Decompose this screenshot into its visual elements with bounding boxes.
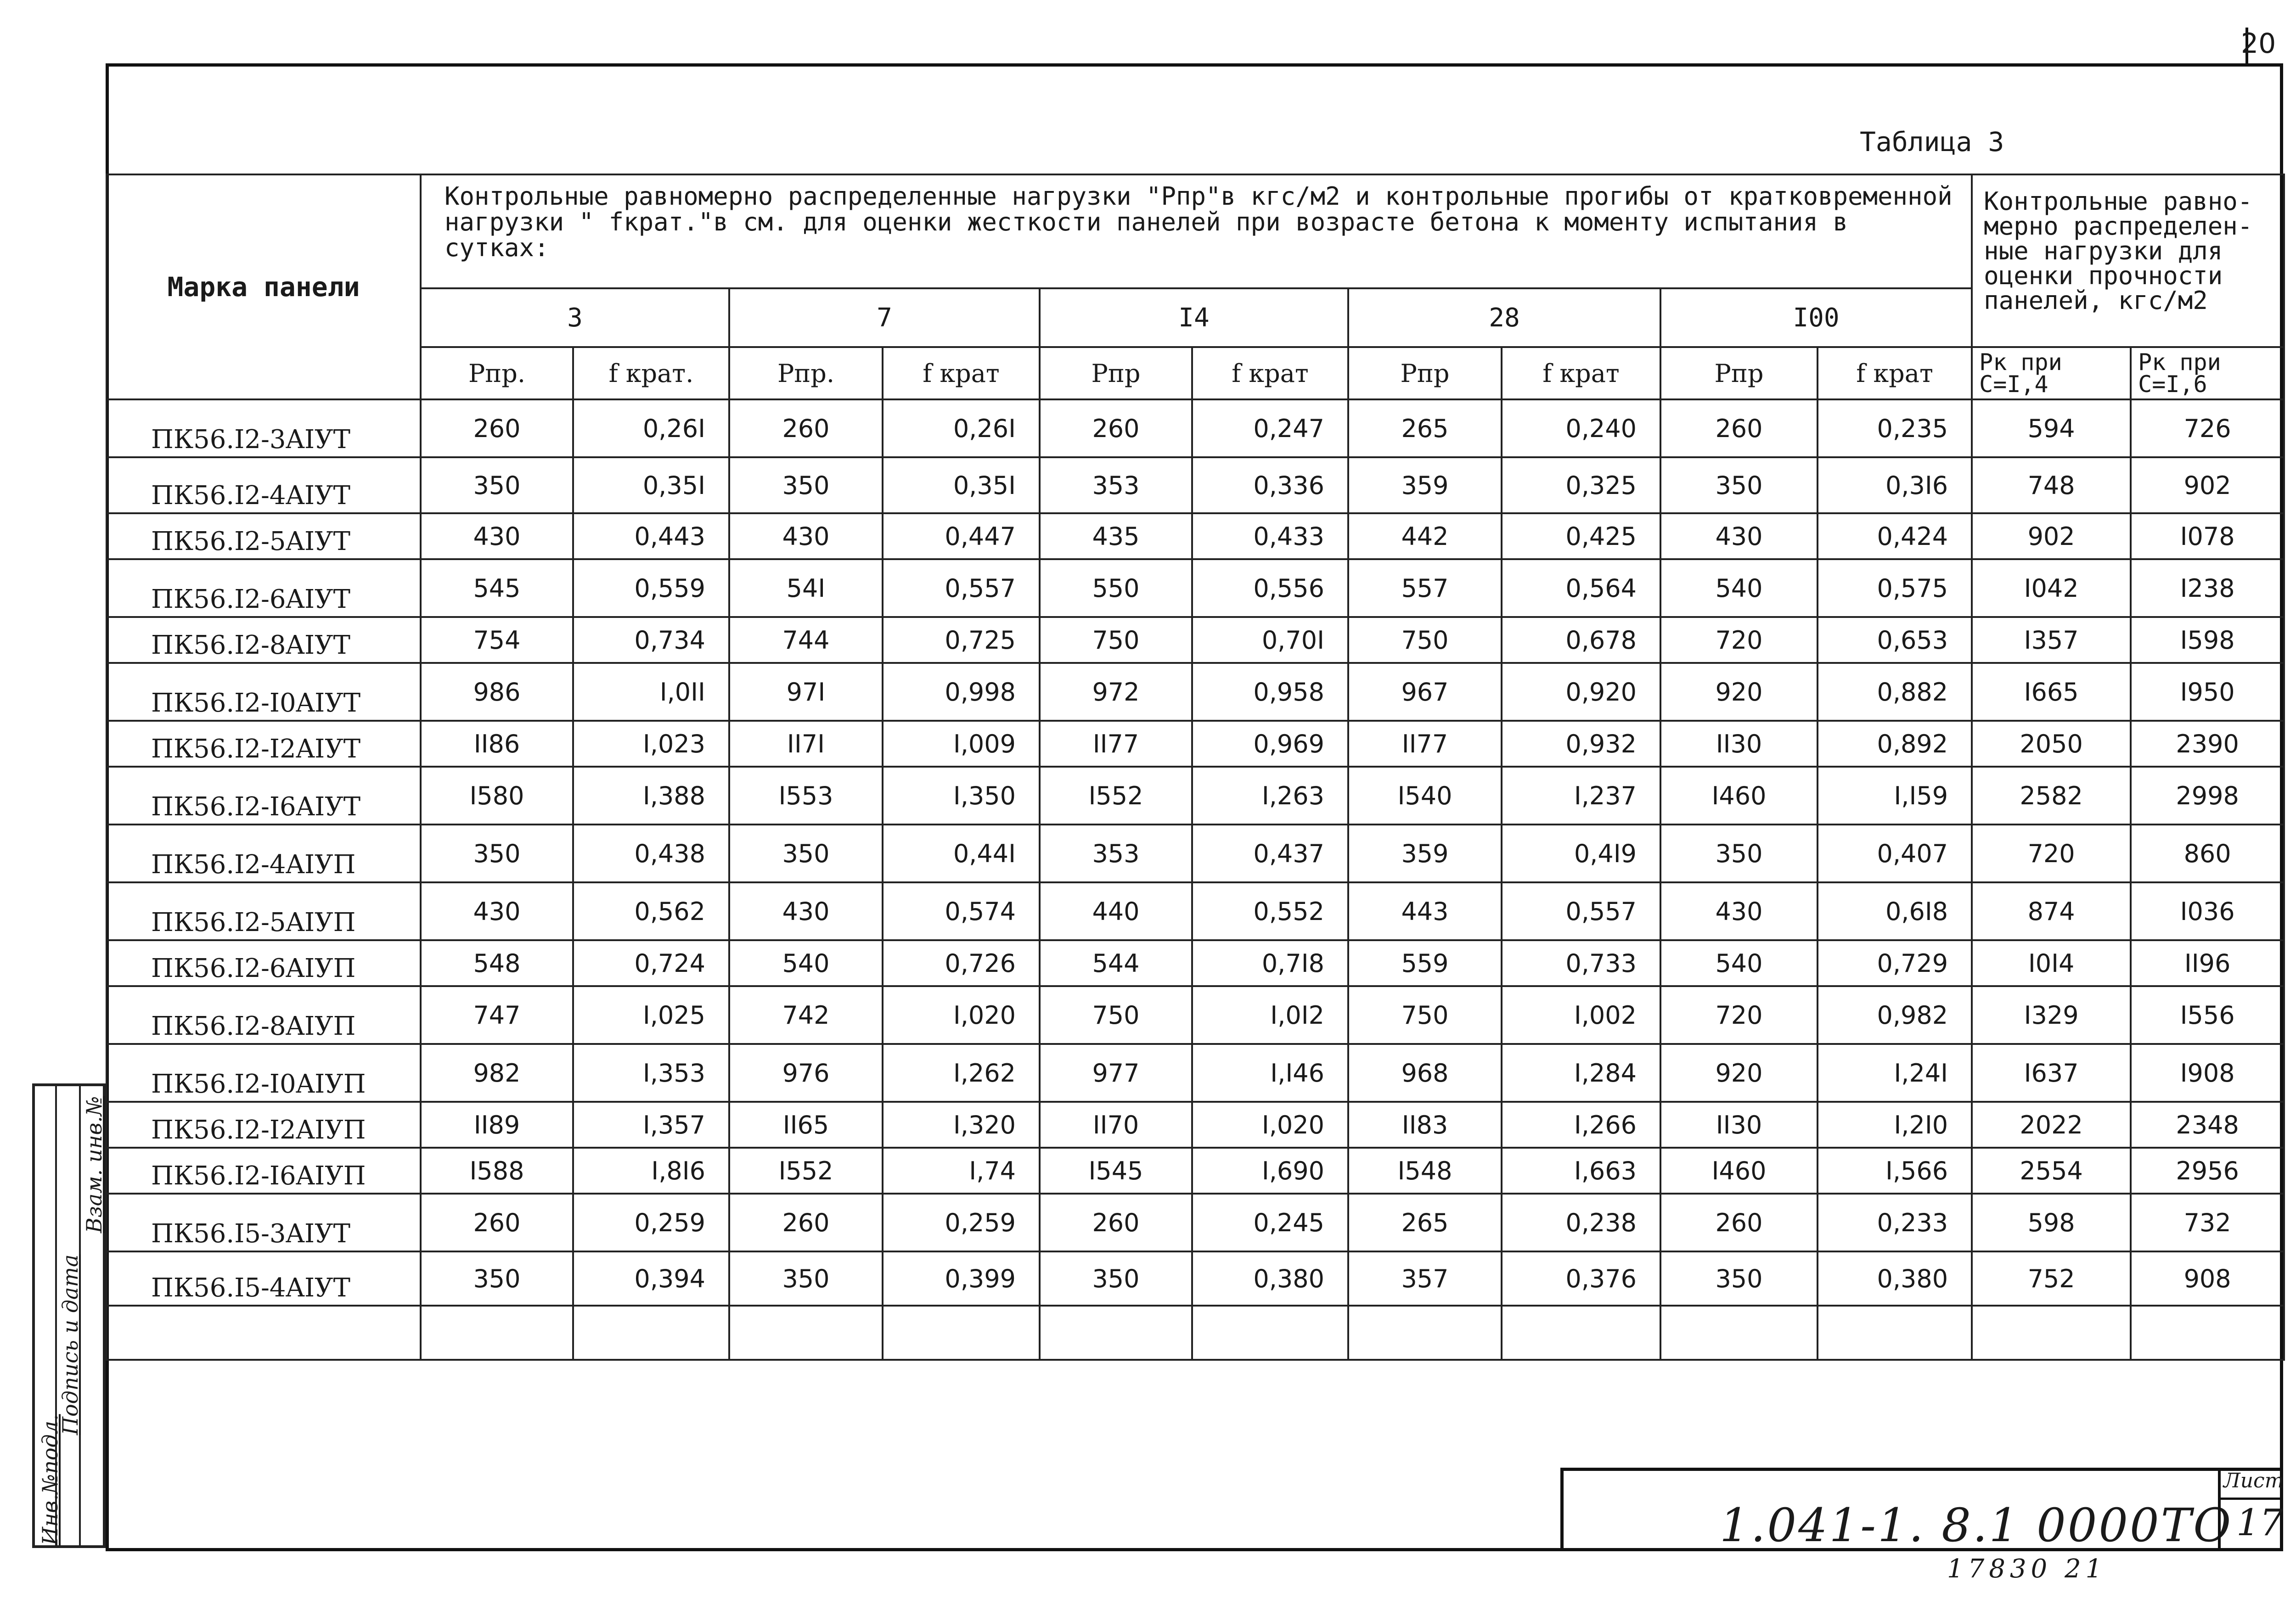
deflection-cell: 0,559 <box>573 559 729 617</box>
load-cell: 982 <box>421 1044 573 1102</box>
deflection-cell: 0,245 <box>1192 1194 1348 1251</box>
load-cell: 986 <box>421 663 573 721</box>
deflection-cell: 0,380 <box>1192 1251 1348 1306</box>
load-cell: 920 <box>1660 1044 1818 1102</box>
load-cell: I588 <box>421 1148 573 1194</box>
deflection-cell: 0,678 <box>1502 617 1660 663</box>
load-cell: 54I <box>729 559 883 617</box>
strength-load-cell: I950 <box>2131 663 2284 721</box>
load-cell: 353 <box>1040 825 1192 882</box>
sheet-number: 17 <box>2236 1501 2283 1544</box>
deflection-cell: I,020 <box>1192 1102 1348 1148</box>
deflection-cell: 0,325 <box>1502 457 1660 513</box>
panel-mark: ПК56.I2-I2AIУТ <box>107 721 421 767</box>
deflection-cell: I,320 <box>883 1102 1040 1148</box>
table-row <box>107 1251 2284 1306</box>
load-cell: II30 <box>1660 721 1818 767</box>
load-cell: I545 <box>1040 1148 1192 1194</box>
strength-load-cell: 2050 <box>1972 721 2131 767</box>
deflection-cell: 0,35I <box>573 457 729 513</box>
deflection-cell: 0,575 <box>1818 559 1972 617</box>
load-cell: 350 <box>1660 457 1818 513</box>
load-cell: 350 <box>421 1251 573 1306</box>
load-cell: 972 <box>1040 663 1192 721</box>
strength-load-cell: I637 <box>1972 1044 2131 1102</box>
table-header <box>107 174 2284 399</box>
deflection-cell: I,663 <box>1502 1148 1660 1194</box>
load-cell: 747 <box>421 986 573 1044</box>
load-cell: II89 <box>421 1102 573 1148</box>
strength-load-cell: 598 <box>1972 1194 2131 1251</box>
deflection-cell: 0,399 <box>883 1251 1040 1306</box>
data-table <box>106 174 2285 1361</box>
deflection-cell: 0,920 <box>1502 663 1660 721</box>
strength-load-cell: 2390 <box>2131 721 2284 767</box>
header-mark: Марка панели <box>107 174 421 399</box>
stamp-number: 17830 21 <box>1947 1554 2107 1584</box>
deflection-cell: 0,380 <box>1818 1251 1972 1306</box>
deflection-cell: 0,259 <box>573 1194 729 1251</box>
strength-load-cell: 902 <box>1972 513 2131 559</box>
side-label-replace: Взам. инв.№ <box>82 1096 107 1233</box>
side-label-inventory: Инв.№подл. <box>38 1414 62 1545</box>
side-stamp <box>32 1083 106 1548</box>
table-row <box>107 825 2284 882</box>
deflection-cell: 0,35I <box>883 457 1040 513</box>
load-cell: I552 <box>729 1148 883 1194</box>
strength-load-cell: 2554 <box>1972 1148 2131 1194</box>
empty-row <box>107 1306 2284 1360</box>
load-cell: 544 <box>1040 940 1192 986</box>
load-cell: 430 <box>1660 882 1818 940</box>
deflection-cell: 0,724 <box>573 940 729 986</box>
strength-load-cell: I042 <box>1972 559 2131 617</box>
title-block <box>1560 1468 2283 1552</box>
load-cell: 260 <box>1040 399 1192 457</box>
load-cell: 430 <box>729 882 883 940</box>
table-row <box>107 721 2284 767</box>
load-cell: 545 <box>421 559 573 617</box>
deflection-cell: 0,26I <box>883 399 1040 457</box>
strength-load-cell: 594 <box>1972 399 2131 457</box>
load-cell: 976 <box>729 1044 883 1102</box>
deflection-cell: I,566 <box>1818 1148 1972 1194</box>
deflection-cell: I,388 <box>573 767 729 825</box>
header-rk: Рк при С=I,4 <box>1972 347 2131 399</box>
load-cell: 750 <box>1348 617 1502 663</box>
table-row <box>107 457 2284 513</box>
deflection-cell: 0,443 <box>573 513 729 559</box>
panel-mark: ПК56.I2-I0AIУТ <box>107 663 421 721</box>
load-cell: 750 <box>1040 617 1192 663</box>
header-age: I00 <box>1660 288 1972 347</box>
strength-load-cell: 752 <box>1972 1251 2131 1306</box>
deflection-cell: I,350 <box>883 767 1040 825</box>
deflection-cell: 0,552 <box>1192 882 1348 940</box>
panel-mark: ПК56.I2-5AIУТ <box>107 513 421 559</box>
deflection-cell: 0,437 <box>1192 825 1348 882</box>
deflection-cell: 0,998 <box>883 663 1040 721</box>
deflection-cell: 0,958 <box>1192 663 1348 721</box>
strength-load-cell: 2998 <box>2131 767 2284 825</box>
deflection-cell: 0,425 <box>1502 513 1660 559</box>
deflection-cell: I,353 <box>573 1044 729 1102</box>
deflection-cell: 0,4I9 <box>1502 825 1660 882</box>
deflection-cell: 0,233 <box>1818 1194 1972 1251</box>
load-cell: 260 <box>1660 1194 1818 1251</box>
load-cell: 260 <box>421 399 573 457</box>
load-cell: 260 <box>1040 1194 1192 1251</box>
deflection-cell: 0,892 <box>1818 721 1972 767</box>
deflection-cell: 0,562 <box>573 882 729 940</box>
deflection-cell: 0,564 <box>1502 559 1660 617</box>
load-cell: 754 <box>421 617 573 663</box>
corner-mark: 20 <box>2241 28 2276 60</box>
header-sub: f крат <box>1502 347 1660 399</box>
deflection-cell: 0,725 <box>883 617 1040 663</box>
deflection-cell: I,284 <box>1502 1044 1660 1102</box>
deflection-cell: 0,447 <box>883 513 1040 559</box>
deflection-cell: I,002 <box>1502 986 1660 1044</box>
load-cell: 559 <box>1348 940 1502 986</box>
load-cell: 440 <box>1040 882 1192 940</box>
load-cell: I460 <box>1660 767 1818 825</box>
load-cell: I548 <box>1348 1148 1502 1194</box>
load-cell: 435 <box>1040 513 1192 559</box>
load-cell: II30 <box>1660 1102 1818 1148</box>
load-cell: 357 <box>1348 1251 1502 1306</box>
deflection-cell: 0,969 <box>1192 721 1348 767</box>
deflection-cell: I,020 <box>883 986 1040 1044</box>
deflection-cell: 0,557 <box>883 559 1040 617</box>
strength-load-cell: 732 <box>2131 1194 2284 1251</box>
panel-mark: ПК56.I2-6AIУП <box>107 940 421 986</box>
panel-mark: ПК56.I2-I2AIУП <box>107 1102 421 1148</box>
load-cell: II77 <box>1348 721 1502 767</box>
deflection-cell: I,262 <box>883 1044 1040 1102</box>
deflection-cell: I,009 <box>883 721 1040 767</box>
load-cell: 968 <box>1348 1044 1502 1102</box>
strength-load-cell: I078 <box>2131 513 2284 559</box>
deflection-cell: I,357 <box>573 1102 729 1148</box>
strength-load-cell: 720 <box>1972 825 2131 882</box>
load-cell: 967 <box>1348 663 1502 721</box>
header-sub: Рпр <box>1660 347 1818 399</box>
header-sub: Рпр. <box>729 347 883 399</box>
panel-mark: ПК56.I2-6AIУТ <box>107 559 421 617</box>
deflection-cell: 0,557 <box>1502 882 1660 940</box>
deflection-cell: I,263 <box>1192 767 1348 825</box>
deflection-cell: 0,653 <box>1818 617 1972 663</box>
deflection-cell: 0,7I8 <box>1192 940 1348 986</box>
table-row <box>107 882 2284 940</box>
strength-load-cell: II96 <box>2131 940 2284 986</box>
strength-load-cell: 2956 <box>2131 1148 2284 1194</box>
deflection-cell: 0,433 <box>1192 513 1348 559</box>
header-sub: f крат <box>883 347 1040 399</box>
panel-mark: ПК56.I2-I0AIУП <box>107 1044 421 1102</box>
strength-load-cell: I598 <box>2131 617 2284 663</box>
panel-mark: ПК56.I2-8AIУП <box>107 986 421 1044</box>
table-row <box>107 559 2284 617</box>
load-cell: 353 <box>1040 457 1192 513</box>
load-cell: 442 <box>1348 513 1502 559</box>
load-cell: 720 <box>1660 617 1818 663</box>
header-age: 3 <box>421 288 729 347</box>
deflection-cell: I,023 <box>573 721 729 767</box>
table-row <box>107 513 2284 559</box>
panel-mark: ПК56.I2-I6AIУП <box>107 1148 421 1194</box>
header-sub: Рпр <box>1040 347 1192 399</box>
deflection-cell: 0,733 <box>1502 940 1660 986</box>
deflection-cell: I,I59 <box>1818 767 1972 825</box>
sheet-label: Лист <box>2223 1469 2284 1492</box>
load-cell: 430 <box>421 513 573 559</box>
deflection-cell: 0,3I6 <box>1818 457 1972 513</box>
load-cell: I460 <box>1660 1148 1818 1194</box>
load-cell: 430 <box>729 513 883 559</box>
panel-mark: ПК56.I2-4AIУТ <box>107 457 421 513</box>
load-cell: 443 <box>1348 882 1502 940</box>
strength-load-cell: 748 <box>1972 457 2131 513</box>
strength-load-cell: 2348 <box>2131 1102 2284 1148</box>
strength-load-cell: 874 <box>1972 882 2131 940</box>
load-cell: 540 <box>1660 559 1818 617</box>
load-cell: 260 <box>1660 399 1818 457</box>
panel-mark: ПК56.I2-5AIУП <box>107 882 421 940</box>
load-cell: 540 <box>729 940 883 986</box>
deflection-cell: 0,424 <box>1818 513 1972 559</box>
deflection-cell: 0,574 <box>883 882 1040 940</box>
strength-load-cell: 726 <box>2131 399 2284 457</box>
table-body <box>107 399 2284 1360</box>
deflection-cell: I,I46 <box>1192 1044 1348 1102</box>
deflection-cell: 0,394 <box>573 1251 729 1306</box>
header-age: 28 <box>1348 288 1660 347</box>
load-cell: II77 <box>1040 721 1192 767</box>
table-row <box>107 1194 2284 1251</box>
strength-load-cell: I329 <box>1972 986 2131 1044</box>
deflection-cell: 0,729 <box>1818 940 1972 986</box>
load-cell: 430 <box>421 882 573 940</box>
table-row <box>107 767 2284 825</box>
strength-load-cell: I665 <box>1972 663 2131 721</box>
panel-mark: ПК56.I5-4AIУТ <box>107 1251 421 1306</box>
deflection-cell: I,24I <box>1818 1044 1972 1102</box>
load-cell: 350 <box>1660 1251 1818 1306</box>
load-cell: 742 <box>729 986 883 1044</box>
load-cell: 750 <box>1348 986 1502 1044</box>
deflection-cell: I,0II <box>573 663 729 721</box>
load-cell: 265 <box>1348 1194 1502 1251</box>
deflection-cell: I,74 <box>883 1148 1040 1194</box>
load-cell: 744 <box>729 617 883 663</box>
table-row <box>107 1102 2284 1148</box>
panel-mark: ПК56.I2-3AIУТ <box>107 399 421 457</box>
panel-mark: ПК56.I5-3AIУТ <box>107 1194 421 1251</box>
deflection-cell: 0,336 <box>1192 457 1348 513</box>
panel-mark: ПК56.I2-8AIУТ <box>107 617 421 663</box>
load-cell: 430 <box>1660 513 1818 559</box>
deflection-cell: 0,932 <box>1502 721 1660 767</box>
deflection-cell: I,0I2 <box>1192 986 1348 1044</box>
load-cell: 350 <box>729 825 883 882</box>
header-sub: f крат <box>1192 347 1348 399</box>
load-cell: 97I <box>729 663 883 721</box>
table-row <box>107 399 2284 457</box>
strength-load-cell: I238 <box>2131 559 2284 617</box>
deflection-cell: 0,438 <box>573 825 729 882</box>
strength-load-cell: I0I4 <box>1972 940 2131 986</box>
table-row <box>107 663 2284 721</box>
load-cell: 540 <box>1660 940 1818 986</box>
deflection-cell: I,266 <box>1502 1102 1660 1148</box>
load-cell: II86 <box>421 721 573 767</box>
load-cell: 265 <box>1348 399 1502 457</box>
deflection-cell: 0,247 <box>1192 399 1348 457</box>
deflection-cell: 0,726 <box>883 940 1040 986</box>
table-row <box>107 1044 2284 1102</box>
header-rk: Рк при С=I,6 <box>2131 347 2284 399</box>
load-cell: II7I <box>729 721 883 767</box>
header-age: 7 <box>729 288 1040 347</box>
header-sub: Рпр <box>1348 347 1502 399</box>
load-cell: 350 <box>729 457 883 513</box>
table-title: Таблица 3 <box>1860 126 2004 157</box>
strength-load-cell: 860 <box>2131 825 2284 882</box>
deflection-cell: 0,556 <box>1192 559 1348 617</box>
strength-load-cell: 908 <box>2131 1251 2284 1306</box>
table-row <box>107 940 2284 986</box>
strength-load-cell: I036 <box>2131 882 2284 940</box>
header-sub: Рпр. <box>421 347 573 399</box>
deflection-cell: 0,238 <box>1502 1194 1660 1251</box>
deflection-cell: 0,240 <box>1502 399 1660 457</box>
load-cell: 350 <box>1040 1251 1192 1306</box>
load-cell: 260 <box>421 1194 573 1251</box>
deflection-cell: 0,982 <box>1818 986 1972 1044</box>
deflection-cell: I,690 <box>1192 1148 1348 1194</box>
document-code: 1.041-1. 8.1 0000ТО <box>1720 1498 2233 1552</box>
strength-load-cell: I556 <box>2131 986 2284 1044</box>
deflection-cell: 0,407 <box>1818 825 1972 882</box>
load-cell: 260 <box>729 399 883 457</box>
table-row <box>107 986 2284 1044</box>
load-cell: 750 <box>1040 986 1192 1044</box>
load-cell: I552 <box>1040 767 1192 825</box>
strength-load-cell: 2022 <box>1972 1102 2131 1148</box>
load-cell: I540 <box>1348 767 1502 825</box>
deflection-cell: 0,882 <box>1818 663 1972 721</box>
load-cell: II70 <box>1040 1102 1192 1148</box>
load-cell: 550 <box>1040 559 1192 617</box>
deflection-cell: 0,259 <box>883 1194 1040 1251</box>
load-cell: 548 <box>421 940 573 986</box>
deflection-cell: 0,235 <box>1818 399 1972 457</box>
header-long: Контрольные равномерно распределенные нагрузки "Рпр"в кгс/м2 и контрольные прогибы от кратковременной нагрузки " fкрат."в см. для оценки жесткости панелей при возрасте бетона к моменту испытания в сутках: <box>421 174 1972 288</box>
deflection-cell: 0,70I <box>1192 617 1348 663</box>
load-cell: II65 <box>729 1102 883 1148</box>
strength-load-cell: I908 <box>2131 1044 2284 1102</box>
deflection-cell: 0,6I8 <box>1818 882 1972 940</box>
header-sub: f крат <box>1818 347 1972 399</box>
deflection-cell: I,2I0 <box>1818 1102 1972 1148</box>
load-cell: I553 <box>729 767 883 825</box>
header-strength: Контрольные равно- мерно распределен- ные нагрузки для оценки прочности панелей, кгс/м2 <box>1972 174 2284 347</box>
load-cell: II83 <box>1348 1102 1502 1148</box>
deflection-cell: I,237 <box>1502 767 1660 825</box>
load-cell: 350 <box>1660 825 1818 882</box>
panel-mark: ПК56.I2-I6AIУТ <box>107 767 421 825</box>
load-cell: 720 <box>1660 986 1818 1044</box>
deflection-cell: 0,734 <box>573 617 729 663</box>
strength-load-cell: 902 <box>2131 457 2284 513</box>
deflection-cell: 0,26I <box>573 399 729 457</box>
load-cell: 557 <box>1348 559 1502 617</box>
header-age: I4 <box>1040 288 1348 347</box>
deflection-cell: 0,376 <box>1502 1251 1660 1306</box>
load-cell: 920 <box>1660 663 1818 721</box>
strength-load-cell: 2582 <box>1972 767 2131 825</box>
panel-mark: ПК56.I2-4AIУП <box>107 825 421 882</box>
load-cell: 359 <box>1348 457 1502 513</box>
load-cell: 350 <box>421 825 573 882</box>
load-cell: 260 <box>729 1194 883 1251</box>
table-row <box>107 617 2284 663</box>
deflection-cell: I,025 <box>573 986 729 1044</box>
load-cell: 359 <box>1348 825 1502 882</box>
table-row <box>107 1148 2284 1194</box>
load-cell: I580 <box>421 767 573 825</box>
deflection-cell: 0,44I <box>883 825 1040 882</box>
side-label-signature: Подпись и дата <box>58 1254 83 1435</box>
load-cell: 350 <box>729 1251 883 1306</box>
load-cell: 350 <box>421 457 573 513</box>
deflection-cell: I,8I6 <box>573 1148 729 1194</box>
header-sub: f крат. <box>573 347 729 399</box>
strength-load-cell: I357 <box>1972 617 2131 663</box>
load-cell: 977 <box>1040 1044 1192 1102</box>
